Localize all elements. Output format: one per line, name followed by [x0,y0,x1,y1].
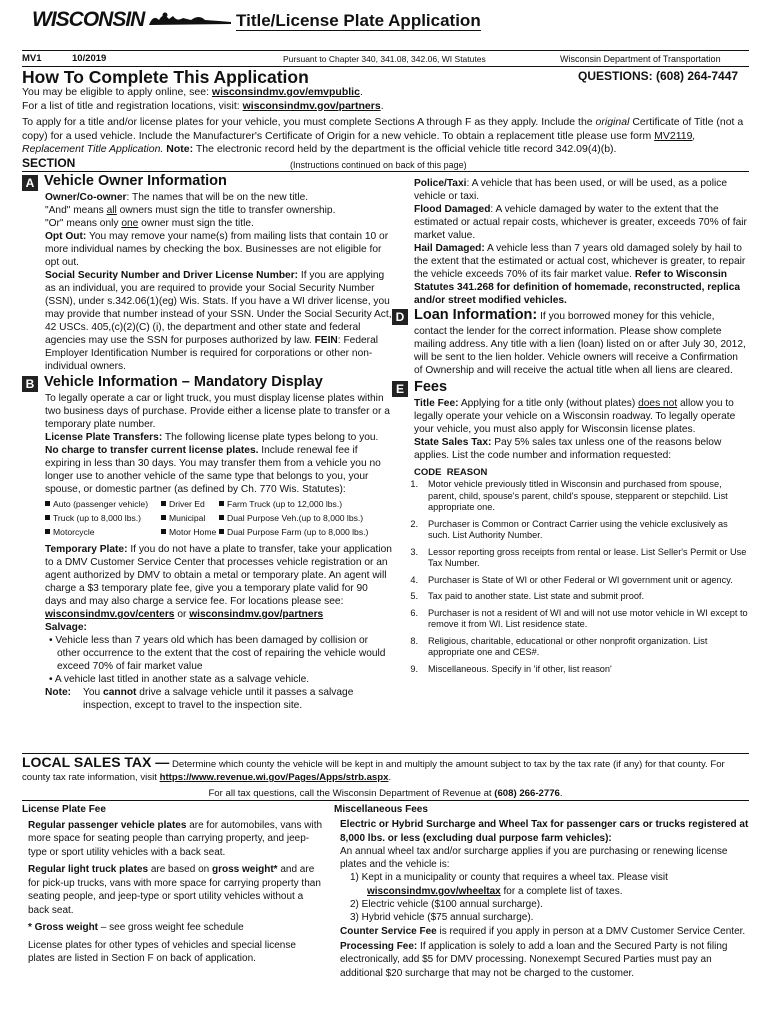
note-label: Note: [166,143,194,155]
code-number: 6. [410,607,418,618]
original-emph: original [595,116,630,128]
section-e-body: Title Fee: Applying for a title only (without plates) does not allow you to legally operate your vehicle on a Wisconsin roadway. To legally operate your vehicle, you must also apply for Wisconsin license plates. State Sales Tax: Pay 5% sales tax unless one of the reasons below applies. List the code number and information requested: CODE REASON [392,397,749,479]
ssn-label: Social Security Number and Driver License Number: [45,270,299,281]
code-reason: Lessor reporting gross receipts from rental or lease. List Seller's Permit or Use Tax Number. [428,546,747,568]
cannot-emph: cannot [103,687,137,698]
section-b-body [22,392,392,496]
or-text: "Or" means only [45,218,119,229]
misc-title: Miscellaneous Fees [334,804,428,815]
centers-link[interactable]: wisconsindmv.gov/centers [45,609,175,620]
left-column [22,175,392,712]
period: . [359,86,363,98]
section-e-letter: E [392,381,408,397]
police-text: : A vehicle that has been used, or will be used, as a police vehicle or taxi. [414,178,727,202]
plate-type-item: Driver Ed [161,497,219,511]
lpf-title: License Plate Fee [22,804,106,815]
local-tax-title: LOCAL SALES TAX — [22,754,170,770]
code-row [398,519,749,542]
form-date: 10/2019 [72,53,107,64]
form-title: Title/License Plate Application [236,11,481,30]
section-d-header [392,309,749,325]
or-word: or [177,609,187,620]
intro-text: Certificate of Title (not a copy) for a used vehicle. Include the Manufacturer's Certificate of Origin for a new vehicle. To obtain a replacement title please use form [22,116,744,142]
code-row [398,575,749,587]
wisconsin-logo: WISCONSIN [32,8,145,31]
code-reason: Motor vehicle previously titled in Wisconsin and purchased from spouse, parent, child, spouse's parent, child's spouse, stepparent or stepchild. List appropriate one. [428,479,728,512]
plate-type-item: Auto (passenger vehicle) [45,497,161,511]
plate-type-item: Truck (up to 8,000 lbs.) [45,511,161,525]
lpt-text: The following license plate types belong to you. [164,432,379,443]
lpt-label: License Plate Transfers: [45,432,163,443]
does-not-emph: does not [638,398,678,409]
statute-ref: Pursuant to Chapter 340, 341.08, 342.06, WI Statutes [283,54,486,64]
section-b-header [22,376,392,392]
code-reason: Purchaser is State of WI or other Federal or WI government unit or agency. [428,574,733,585]
salvage-item: • A vehicle last titled in another state as a salvage vehicle. [49,674,310,685]
vehicle-brands [392,177,749,307]
one-emph: one [121,218,139,229]
revenue-phone: (608) 266-2776 [494,788,560,799]
plate-type-item: Motor Home [161,525,219,539]
code-number: 8. [410,635,418,646]
note-label: Note: [45,687,72,698]
plate-type-item: Municipal [161,511,219,525]
salvage-item: • Vehicle less than 7 years old which has been damaged by collision or other occurrence to the extent that the cost of repairing the vehicle would exceed 70% of fair market value [49,635,386,672]
section-a-letter: A [22,175,38,191]
period: . [380,99,384,112]
code-row [398,591,749,603]
plate-types [22,497,392,539]
hail-label: Hail Damaged: [414,243,485,254]
fein-label: FEIN [314,335,338,346]
code-list [392,479,749,675]
code-row [398,479,749,514]
code-number: 2. [410,518,418,529]
intro [22,86,749,157]
or-rest: owner must sign the title. [141,218,254,229]
fein-text: : Federal Employer Identification Number is required for corporations or other non-individual owners. [45,335,378,372]
plate-type-item: Dual Purpose Veh.(up to 8,000 lbs.) [219,511,415,525]
temp-plate: Temporary Plate: If you do not have a plate to transfer, take your application to a DMV Customer Service Center that processes vehicle registration or an agent authorized by DMV to obtain a metal or temporary plate. An agent will charge a $3 temporary plate fee, give you a temporary plate valid for 90 days and may also charge a service fee. For locations please see: wisconsindmv.gov/centers or wisconsindmv.gov/partners Salvage: • Vehicle less than 7 years old which has been damaged by collision or other occurrence to the extent that the cost of repairing the vehicle would exceed 70% of fair market value • A vehicle last titled in another state as a salvage vehicle. Note: You cannot drive a salvage vehicle until it passes a salvage inspection, except to travel to the inspection site. [45,544,392,711]
wisconsin-logo-graphic-icon [147,10,233,28]
all-emph: all [106,205,117,216]
title-fee-label: Title Fee: [414,398,459,409]
code-number: 3. [410,546,418,557]
sales-tax-label: State Sales Tax: [414,437,492,448]
section-e-header [392,381,749,397]
code-row [398,547,749,570]
section-b-intro: To legally operate a car or light truck, you must display license plates within two business days of purchase. Provide either a license plate to transfer or a temporary plate number. [45,393,390,430]
code-reason: Tax paid to another state. List state and submit proof. [428,591,645,601]
wheeltax-link[interactable]: wisconsindmv.gov/wheeltax [367,885,501,897]
code-number: 5. [410,591,418,601]
temp-text: If you do not have a plate to transfer, take your application to a DMV Customer Service Center that processes vehicle registration or an agent authorized by DMV to obtain a metal or temporary plate. An agent will charge a $3 temporary plate fee, give you a temporary plate valid for 90 days and may also charge a service fee. For locations please see: [45,544,392,607]
emvpublic-link[interactable]: wisconsindmv.gov/emvpublic [211,86,360,98]
code-number: 9. [410,663,418,674]
section-d-title: Loan Information: [414,307,538,323]
intro-text: For a list of title and registration locations, visit: [22,99,240,112]
license-plate-fee: License Plate Fee Regular passenger vehicle plates are for automobiles, vans with more space for seating people than carrying property, and jeep-type or sport utility vehicles with a back seat. Regular light truck plates are based on gross weight* and are for pick-up trucks, vans with more space for carrying property than seating people, and jeep-type or sport utility vehicles without a back seat. * Gross weight – see gross weight fee schedule License plates for other types of vehicles and special license plates are listed in Section F on back of application. [22,804,323,964]
section-b-letter: B [22,376,38,392]
police-label: Police/Taxi [414,178,467,189]
hail-bold: Refer to Wisconsin Statutes 341.268 for definition of homemade, reconstructed, replica and/or street modified vehicles. [414,269,741,306]
local-tax-text: Determine which county the vehicle will be kept in and multiply the amount subject to tax by the tax rate (if any) for that county. For county tax rate information, visit [22,759,725,783]
code-reason: Purchaser is not a resident of WI and will not use motor vehicle in WI except to remove it from WI. List residence state. [428,607,748,629]
code-row [398,608,749,631]
section-a-header [22,175,392,191]
agency-name: Wisconsin Department of Transportation [560,54,721,64]
temp-label: Temporary Plate: [45,544,128,555]
owner-text: : The names that will be on the new title. [126,192,309,203]
plate-type-item: Motorcycle [45,525,161,539]
partners-link[interactable]: wisconsindmv.gov/partners [242,99,381,112]
page-heading: How To Complete This Application [22,67,309,87]
loan-text: If you borrowed money for this vehicle, [540,311,715,322]
code-reason: Miscellaneous. Specify in 'if other, list reason' [428,663,612,674]
owner-label: Owner/Co-owner [45,192,127,203]
section-label: SECTION [22,156,76,170]
intro-text: To apply for a title and/or license plates for your vehicle, you must complete Sections A through F as they apply. Include the [22,116,593,128]
continued-note: (Instructions continued on back of this page) [290,160,467,170]
section-e-title: Fees [414,379,448,395]
section-d-letter: D [392,309,408,325]
plate-type-item: Farm Truck (up to 12,000 lbs.) [219,497,415,511]
section-a-body [22,191,392,373]
form-number: MV1 [22,53,42,64]
code-number: 4. [410,574,418,585]
intro-text: You may be eligible to apply online, see: [22,86,209,98]
loan-body: contact the lender for the correct information. Please show complete mailing address. Any title with a lien (loan) listed on or after July 30, 2012, will be sent to the lien holder. Vehicle owners will receive a Confirmation of Ownership and will receive the actual title when all liens are cleared. [414,326,746,376]
questions-phone: QUESTIONS: (608) 264-7447 [578,69,739,83]
section-b-title: Vehicle Information – Mandatory Display [44,374,323,390]
call-text: For all tax questions, call the Wisconsin Department of Revenue at [208,788,492,799]
lpt-bold: No charge to transfer current license plates. [45,445,259,456]
replacement-title: , Replacement Title Application. [22,129,696,155]
mv2119-link[interactable]: MV2119 [654,129,693,142]
lpt-rest: Include renewal fee if expiring in less than 30 days. You may transfer them from a vehicle you no longer use to another vehicle of the same type that belongs to you, your spouse, or domestic partner (as defined by Ch. 770 Wis. Statutes): [45,445,381,495]
optout-text: You may remove your name(s) from mailing lists that contain 10 or more individual names by checking the box. Businesses are not eligible for opt out. [45,231,389,268]
header [32,10,742,30]
right-column [392,177,749,680]
plate-type-item: Dual Purpose Farm (up to 8,000 lbs.) [219,525,415,539]
intro-text: The electronic record held by the department is the official vehicle title record 342.09(4)(b). [195,143,617,155]
misc-fees: Miscellaneous Fees Electric or Hybrid Surcharge and Wheel Tax for passenger cars or trucks registered at 8,000 lbs. or less (excluding dual purpose farm vehicles): An annual wheel tax and/or surcharge applies if you are purchasing or renewing license plates and the vehicle is: 1) Kept in a municipality or county that requires a wheel tax. Please visit wisconsindmv.gov/wheeltax for a complete list of taxes. 2) Electric vehicle ($100 annual surcharge). 3) Hybrid vehicle ($75 annual surcharge). Counter Service Fee is required if you apply in person at a DMV Customer Service Center. Processing Fee: If application is solely to add a loan and the Secured Party is not filing electronically, add $5 for DMV processing. Nonexempt Secured Parties must pay an additional $20 surcharge that may not be charged to the customer. [334,804,749,979]
code-reason: Religious, charitable, educational or other nonprofit organization. List appropriate one and CES#. [428,635,708,657]
optout-label: Opt Out: [45,231,87,242]
code-number: 1. [410,479,418,489]
flood-text: : A vehicle damaged by water to the extent that the estimated or actual repair costs, whichever is greater, exceeds 70% of fair market value. [414,204,747,241]
section-a-title: Vehicle Owner Information [44,173,227,189]
salvage-list [45,634,392,686]
code-row [398,664,749,676]
partners-link-2[interactable]: wisconsindmv.gov/partners [189,609,324,620]
code-reason: Purchaser is Common or Contract Carrier using the vehicle exclusively as such. List Authority Number. [428,518,728,540]
code-row [398,636,749,659]
revenue-link[interactable]: https://www.revenue.wi.gov/Pages/Apps/strb.aspx [159,772,389,783]
flood-label: Flood Damaged [414,204,491,215]
and-rest: owners must sign the title to transfer ownership. [119,205,336,216]
ssn-text: If you are applying as an individual, you are required to provide your Social Security Number (SSN), under s.342.06(1)(eg) Wis. Stats. If you have a WI driver license, you may provide that number instead of your SSN. Under the Social Security Act, 42 USCs. 405,(c)(2)(C) (i), the department and other state and federal agencies may use the SSN for purposes authorized by law. [45,270,392,346]
hail-text: A vehicle less than 7 years old damaged solely by hail to the extent that the estimated or actual cost, whichever is greater, to repair the vehicle exceeds 70% of its fair market value. [414,243,746,280]
salvage-label: Salvage: [45,622,87,633]
and-text: "And" means [45,205,104,216]
local-sales-tax: LOCAL SALES TAX — Determine which county the vehicle will be kept in and multiply the amount subject to tax by the tax rate (if any) for that county. For county tax rate information, visit https://www.revenue.wi.gov/Pages/Apps/strb.aspx. For all tax questions, call the Wisconsin Department of Revenue at (608) 266-2776. [22,754,725,799]
code-header: CODE REASON [414,467,488,478]
